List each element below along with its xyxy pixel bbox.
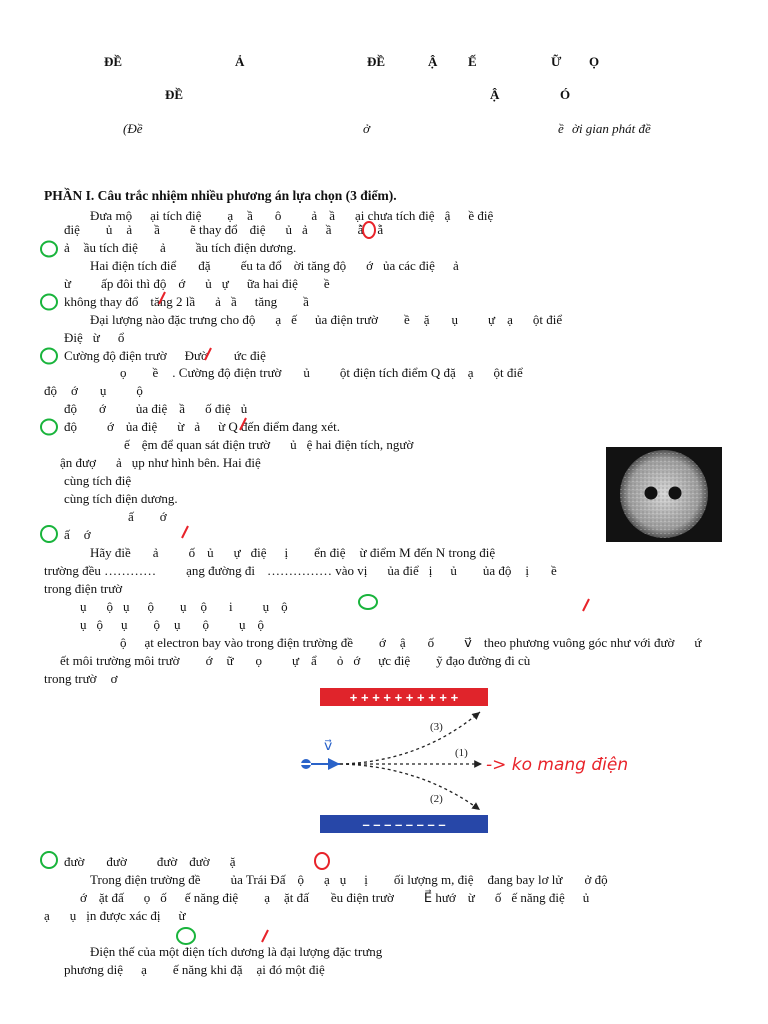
header-word: Ọ bbox=[589, 54, 600, 69]
text-fragment: ộ bbox=[297, 872, 304, 887]
text-fragment: ị bbox=[428, 563, 433, 578]
text-fragment: ặt đấ bbox=[283, 890, 309, 905]
text-fragment: ạ bbox=[275, 312, 282, 327]
red-circle-mark bbox=[314, 851, 332, 871]
text-fragment: ớ bbox=[159, 509, 167, 524]
text-fragment: ừ bbox=[178, 908, 186, 923]
text-line bbox=[64, 277, 330, 290]
text-fragment: ầ bbox=[247, 208, 253, 223]
text-fragment: ạ bbox=[227, 208, 234, 223]
text-fragment: ủ bbox=[582, 890, 590, 905]
text-fragment: ớ bbox=[80, 890, 87, 905]
text-fragment: ộ bbox=[281, 599, 288, 614]
text-fragment: ặ bbox=[229, 854, 236, 869]
text-fragment: Điện thế của một điện tích dương là đại lượng đặc trưng bbox=[90, 944, 383, 959]
text-fragment: ủ bbox=[105, 222, 113, 237]
text-fragment: ụ bbox=[69, 908, 77, 923]
text-fragment: ế năng điệ bbox=[511, 890, 565, 905]
text-fragment: ơ bbox=[110, 671, 118, 686]
text-fragment: ạ bbox=[507, 312, 513, 327]
text-fragment: ừ bbox=[177, 419, 185, 434]
positive-plate-label: + + + + + + + + + + bbox=[349, 690, 459, 705]
text-line bbox=[90, 209, 493, 222]
text-fragment: ết môi trường môi trườ bbox=[60, 653, 180, 668]
text-fragment: ế năng khi đặ bbox=[172, 962, 243, 977]
text-fragment: ặt đấ bbox=[98, 890, 124, 905]
text-line bbox=[44, 384, 143, 397]
text-fragment: theo phương vuông góc như với đườ bbox=[483, 635, 675, 650]
electron-deflection-diagram bbox=[290, 684, 670, 844]
text-fragment: ạng đường đi bbox=[186, 563, 255, 578]
text-fragment: ạ bbox=[141, 962, 147, 977]
text-fragment: ụ bbox=[239, 617, 246, 632]
text-fragment: ộ bbox=[202, 617, 209, 632]
text-fragment: v⃗ bbox=[464, 635, 472, 650]
green-circle-mark bbox=[40, 293, 60, 311]
text-fragment: ế bbox=[124, 437, 130, 452]
text-fragment: ạ bbox=[323, 872, 330, 887]
text-line bbox=[44, 672, 117, 685]
text-fragment: đườ bbox=[156, 854, 178, 869]
text-fragment: ả bbox=[215, 294, 221, 309]
text-fragment: ủa độ bbox=[482, 563, 512, 578]
text-line bbox=[64, 241, 296, 254]
header-word: Ó bbox=[560, 87, 571, 102]
text-fragment: ạ bbox=[467, 365, 474, 380]
header-note: ời gian phát đề bbox=[572, 121, 651, 136]
text-fragment: ớ bbox=[178, 276, 186, 291]
text-line bbox=[44, 582, 122, 595]
text-fragment: Hãy điề bbox=[90, 545, 131, 560]
text-fragment: ậ bbox=[399, 635, 406, 650]
text-fragment: ầ bbox=[325, 222, 332, 237]
text-fragment: ủa điệ bbox=[135, 401, 168, 416]
text-fragment: . Cường độ điện trườ bbox=[172, 365, 282, 380]
text-fragment: ủ bbox=[450, 563, 457, 578]
text-fragment: đườ bbox=[189, 854, 210, 869]
green-circle-mark bbox=[176, 926, 198, 946]
text-fragment: ự bbox=[291, 653, 300, 668]
text-fragment: ủ bbox=[205, 276, 212, 291]
text-fragment: ừ bbox=[64, 276, 72, 291]
text-fragment: ều điện trườ bbox=[330, 890, 394, 905]
red-slash-mark bbox=[260, 928, 270, 944]
text-fragment: ộ bbox=[106, 599, 113, 614]
text-fragment: ụ bbox=[339, 872, 347, 887]
text-fragment: ại chưa tích điệ bbox=[354, 208, 435, 223]
text-line bbox=[64, 420, 340, 433]
text-fragment: ả bbox=[302, 222, 308, 237]
text-fragment: tăng bbox=[254, 294, 278, 309]
header-note: ề bbox=[558, 121, 564, 136]
text-fragment: ấ bbox=[64, 527, 70, 542]
text-fragment: trong trườ bbox=[44, 671, 97, 686]
text-fragment: ộ bbox=[257, 617, 264, 632]
text-fragment: ớ bbox=[107, 419, 114, 434]
text-fragment: đặ bbox=[198, 258, 211, 273]
text-fragment: ụ bbox=[80, 599, 87, 614]
text-fragment: ệ hai điện tích, ngườ bbox=[306, 437, 414, 452]
text-fragment: ụ bbox=[174, 617, 181, 632]
text-fragment: Cường độ điện trườ bbox=[64, 348, 167, 363]
text-fragment: ớ bbox=[379, 635, 386, 650]
text-fragment: ộ bbox=[96, 617, 103, 632]
text-fragment: ả bbox=[126, 222, 133, 237]
text-fragment: ấp đôi thì độ bbox=[101, 276, 167, 291]
text-fragment: ụ bbox=[262, 599, 270, 614]
text-fragment: ô bbox=[274, 208, 282, 223]
header-word: Ế bbox=[468, 54, 477, 69]
text-fragment: ổ bbox=[117, 330, 125, 345]
text-fragment: ừ Q đến điểm đang xét. bbox=[218, 419, 340, 434]
text-fragment: ại tích điệ bbox=[150, 208, 202, 223]
text-fragment: ẫ bbox=[357, 222, 364, 237]
text-line bbox=[64, 492, 178, 505]
text-line bbox=[60, 654, 530, 667]
text-line bbox=[90, 945, 382, 958]
text-line bbox=[64, 474, 131, 487]
text-fragment: ế năng điệ bbox=[184, 890, 239, 905]
text-fragment: độ bbox=[44, 383, 57, 398]
text-fragment: ộ bbox=[136, 383, 143, 398]
text-fragment: ả bbox=[115, 455, 122, 470]
text-fragment: ủa điể bbox=[387, 563, 419, 578]
text-line bbox=[90, 313, 562, 326]
text-line bbox=[60, 456, 261, 469]
text-fragment: Điệ bbox=[64, 330, 83, 345]
text-fragment: ề điệ bbox=[468, 208, 494, 223]
text-fragment: cùng tích điện dương. bbox=[64, 491, 178, 506]
text-fragment: ố bbox=[160, 890, 167, 905]
green-circle-mark bbox=[40, 524, 60, 544]
section-title: PHẦN I. Câu trắc nhiệm nhiều phương án lựa chọn (3 điểm). bbox=[44, 188, 397, 203]
text-line bbox=[64, 223, 383, 236]
text-fragment: ữ bbox=[226, 653, 234, 668]
text-line bbox=[64, 295, 309, 308]
text-fragment: ữa hai điệ bbox=[246, 276, 298, 291]
text-fragment: ột điể bbox=[493, 365, 523, 380]
text-fragment: ề bbox=[323, 276, 330, 291]
text-fragment: Đại lượng nào đặc trưng cho độ bbox=[90, 312, 256, 327]
text-fragment: đườ bbox=[64, 854, 85, 869]
text-fragment: ệm để quan sát điện trườ bbox=[141, 437, 271, 452]
text-fragment: ặ bbox=[423, 312, 430, 327]
text-fragment: ậ bbox=[444, 208, 451, 223]
trajectory-label: (2) bbox=[430, 793, 443, 805]
text-fragment: ừ bbox=[92, 330, 100, 345]
text-fragment: ề bbox=[403, 312, 410, 327]
text-line bbox=[64, 331, 124, 344]
text-fragment: ừ bbox=[467, 890, 475, 905]
text-fragment: ụ bbox=[80, 617, 87, 632]
text-fragment: ề bbox=[152, 365, 159, 380]
text-fragment: ớ bbox=[353, 653, 361, 668]
text-fragment: tăng 2 lầ bbox=[150, 294, 196, 309]
green-circle-mark bbox=[40, 347, 60, 365]
text-fragment: ầ bbox=[303, 294, 309, 309]
red-slash-mark bbox=[180, 524, 190, 540]
green-circle-mark bbox=[40, 240, 60, 258]
text-line bbox=[90, 873, 608, 886]
text-fragment: ủa điện trườ bbox=[314, 312, 378, 327]
field-photo-image bbox=[606, 447, 722, 542]
text-fragment: ụ bbox=[451, 312, 459, 327]
text-fragment: ẩ bbox=[311, 653, 317, 668]
text-fragment: điệ bbox=[249, 222, 266, 237]
text-fragment: ụ bbox=[99, 383, 107, 398]
text-fragment: ả bbox=[152, 545, 159, 560]
text-fragment: ụp như hình bên. Hai điệ bbox=[131, 455, 261, 470]
header-word: Ậ bbox=[490, 87, 500, 102]
text-line bbox=[128, 510, 167, 523]
text-line bbox=[120, 366, 523, 379]
diagram-canvas bbox=[290, 684, 670, 844]
text-fragment: cùng tích điệ bbox=[64, 473, 132, 488]
trajectory-2 bbox=[340, 764, 480, 810]
text-fragment: ẵ bbox=[377, 222, 384, 237]
text-fragment: ả bbox=[64, 240, 70, 255]
text-fragment: ủ bbox=[290, 437, 297, 452]
text-fragment: ả bbox=[194, 419, 201, 434]
text-line bbox=[64, 855, 235, 868]
text-fragment: ầ bbox=[179, 401, 186, 416]
text-line bbox=[90, 546, 495, 559]
text-fragment: ọ bbox=[143, 890, 151, 905]
text-fragment: ố điệ bbox=[205, 401, 231, 416]
text-fragment: ột điể bbox=[532, 312, 563, 327]
text-line bbox=[44, 564, 557, 577]
text-fragment: ầ bbox=[154, 222, 160, 237]
text-fragment: ẽ thay đổ bbox=[189, 222, 238, 237]
header-word: ĐỀ bbox=[367, 54, 386, 69]
red-slash-mark bbox=[203, 346, 213, 362]
text-fragment: ầ bbox=[230, 294, 237, 309]
text-fragment: Đưa mộ bbox=[90, 208, 133, 223]
text-line bbox=[120, 636, 701, 649]
text-fragment: ớ bbox=[205, 653, 213, 668]
text-fragment: ủ bbox=[207, 545, 214, 560]
trajectory-label: (3) bbox=[430, 721, 443, 733]
text-fragment: ỏ bbox=[336, 653, 344, 668]
red-slash-mark bbox=[238, 416, 248, 432]
trajectory-label: (1) bbox=[455, 747, 468, 759]
text-fragment: ủa điệ bbox=[125, 419, 158, 434]
text-fragment: ầu tích điện dương. bbox=[195, 240, 297, 255]
header-word: Ữ bbox=[551, 54, 562, 69]
text-fragment: độ bbox=[64, 419, 77, 434]
text-fragment: ả bbox=[311, 208, 318, 223]
text-fragment: ả bbox=[159, 240, 166, 255]
header-word: ĐỀ bbox=[104, 54, 123, 69]
text-fragment: ế bbox=[291, 312, 297, 327]
text-line bbox=[64, 528, 91, 541]
text-fragment: Hai điện tích điể bbox=[90, 258, 177, 273]
header-note: ở bbox=[363, 121, 370, 136]
text-fragment: ớ bbox=[71, 383, 78, 398]
text-fragment: ận đượ bbox=[60, 455, 96, 470]
header-word: Ậ bbox=[428, 54, 438, 69]
text-fragment: i bbox=[229, 599, 233, 614]
text-fragment: ột điện tích điểm Q đặ bbox=[339, 365, 456, 380]
text-line bbox=[80, 618, 264, 631]
text-fragment: ớ bbox=[366, 258, 373, 273]
text-fragment: ủ bbox=[303, 365, 310, 380]
red-slash-mark bbox=[157, 290, 167, 306]
text-fragment: ời tăng độ bbox=[293, 258, 347, 273]
text-fragment: ụ bbox=[121, 617, 128, 632]
text-fragment: ự bbox=[221, 276, 229, 291]
text-fragment: ạ bbox=[44, 908, 50, 923]
text-fragment: ịn được xác đị bbox=[86, 908, 161, 923]
text-fragment: ớ bbox=[99, 401, 106, 416]
text-fragment: ủa các điệ bbox=[382, 258, 435, 273]
text-fragment: ức điệ bbox=[233, 348, 266, 363]
text-fragment: ủ bbox=[285, 222, 292, 237]
text-fragment: ố bbox=[188, 545, 196, 560]
text-fragment: ứ bbox=[694, 635, 702, 650]
text-fragment: ỹ đạo đường đi cù bbox=[436, 653, 531, 668]
text-fragment: ố bbox=[494, 890, 502, 905]
text-fragment: ấ bbox=[128, 509, 134, 524]
text-fragment: ếu ta đổ bbox=[240, 258, 282, 273]
text-line bbox=[80, 891, 589, 904]
negative-plate-label: – – – – – – – – bbox=[362, 817, 446, 832]
red-slash-mark bbox=[581, 597, 591, 613]
text-fragment: ủ bbox=[240, 401, 248, 416]
text-fragment: trong điện trườ bbox=[44, 581, 123, 596]
text-fragment: ủa Trái Đấ bbox=[230, 872, 286, 887]
text-fragment: ại đó một điệ bbox=[256, 962, 325, 977]
text-fragment: trường đều ………… bbox=[44, 563, 157, 578]
text-fragment: đườ bbox=[106, 854, 127, 869]
text-line bbox=[64, 349, 266, 362]
text-fragment: ị bbox=[284, 545, 289, 560]
velocity-label: v⃗ bbox=[324, 739, 333, 754]
negative-plate bbox=[320, 815, 488, 833]
green-circle-mark bbox=[40, 418, 60, 436]
text-fragment: ạt electron bay vào trong điện trường đề bbox=[144, 635, 353, 650]
text-fragment: ộ bbox=[120, 635, 127, 650]
text-fragment: ự bbox=[488, 312, 496, 327]
text-fragment: điệ bbox=[250, 545, 267, 560]
text-fragment: ố bbox=[427, 635, 435, 650]
text-fragment: ớ bbox=[83, 527, 91, 542]
text-fragment: E⃗ hướ bbox=[423, 890, 456, 905]
header-note: (Đề bbox=[123, 121, 143, 136]
red-circle-mark bbox=[362, 220, 378, 240]
text-fragment: ự bbox=[233, 545, 241, 560]
text-fragment: ầu tích điệ bbox=[83, 240, 138, 255]
text-fragment: ả bbox=[452, 258, 459, 273]
text-fragment: ối lượng m, điệ bbox=[393, 872, 474, 887]
text-fragment: ọ bbox=[255, 653, 262, 668]
text-fragment: ển điệ bbox=[314, 545, 346, 560]
text-fragment: ề bbox=[551, 563, 557, 578]
text-fragment: ọ bbox=[120, 365, 127, 380]
text-fragment: ộ bbox=[153, 617, 160, 632]
text-fragment: ụ bbox=[123, 599, 130, 614]
text-line bbox=[90, 259, 459, 272]
text-fragment: ị bbox=[364, 872, 368, 887]
text-fragment: Trong điện trường đề bbox=[90, 872, 201, 887]
green-circle-mark bbox=[40, 850, 60, 870]
positive-plate bbox=[320, 688, 488, 706]
text-fragment: phương diệ bbox=[64, 962, 124, 977]
text-fragment: điệ bbox=[64, 222, 80, 237]
text-line bbox=[80, 600, 288, 613]
text-fragment: ị bbox=[525, 563, 530, 578]
text-fragment: ầ bbox=[329, 208, 335, 223]
text-line bbox=[124, 438, 413, 451]
header-word: ĐỀ bbox=[165, 87, 184, 102]
text-fragment: không thay đổ bbox=[64, 294, 139, 309]
text-line bbox=[64, 402, 247, 415]
field-photo bbox=[606, 447, 722, 542]
text-fragment: …………… vào vị bbox=[266, 563, 368, 578]
text-fragment: ở độ bbox=[584, 872, 608, 887]
header-word: Ả bbox=[235, 54, 245, 69]
text-fragment: đang bay lơ lử bbox=[487, 872, 563, 887]
text-fragment: Đườ bbox=[184, 348, 208, 363]
text-fragment: ạ bbox=[264, 890, 270, 905]
text-fragment: độ bbox=[64, 401, 77, 416]
text-line bbox=[64, 963, 325, 976]
handwritten-annotation: -> ko mang điện bbox=[486, 755, 629, 775]
text-fragment: ộ bbox=[200, 599, 207, 614]
text-fragment: ực điệ bbox=[378, 653, 411, 668]
text-fragment: ừ điểm M đến N trong điệ bbox=[359, 545, 496, 560]
text-fragment: ụ bbox=[180, 599, 187, 614]
green-circle-mark bbox=[358, 593, 380, 611]
text-line bbox=[44, 909, 186, 922]
text-fragment: ộ bbox=[147, 599, 154, 614]
